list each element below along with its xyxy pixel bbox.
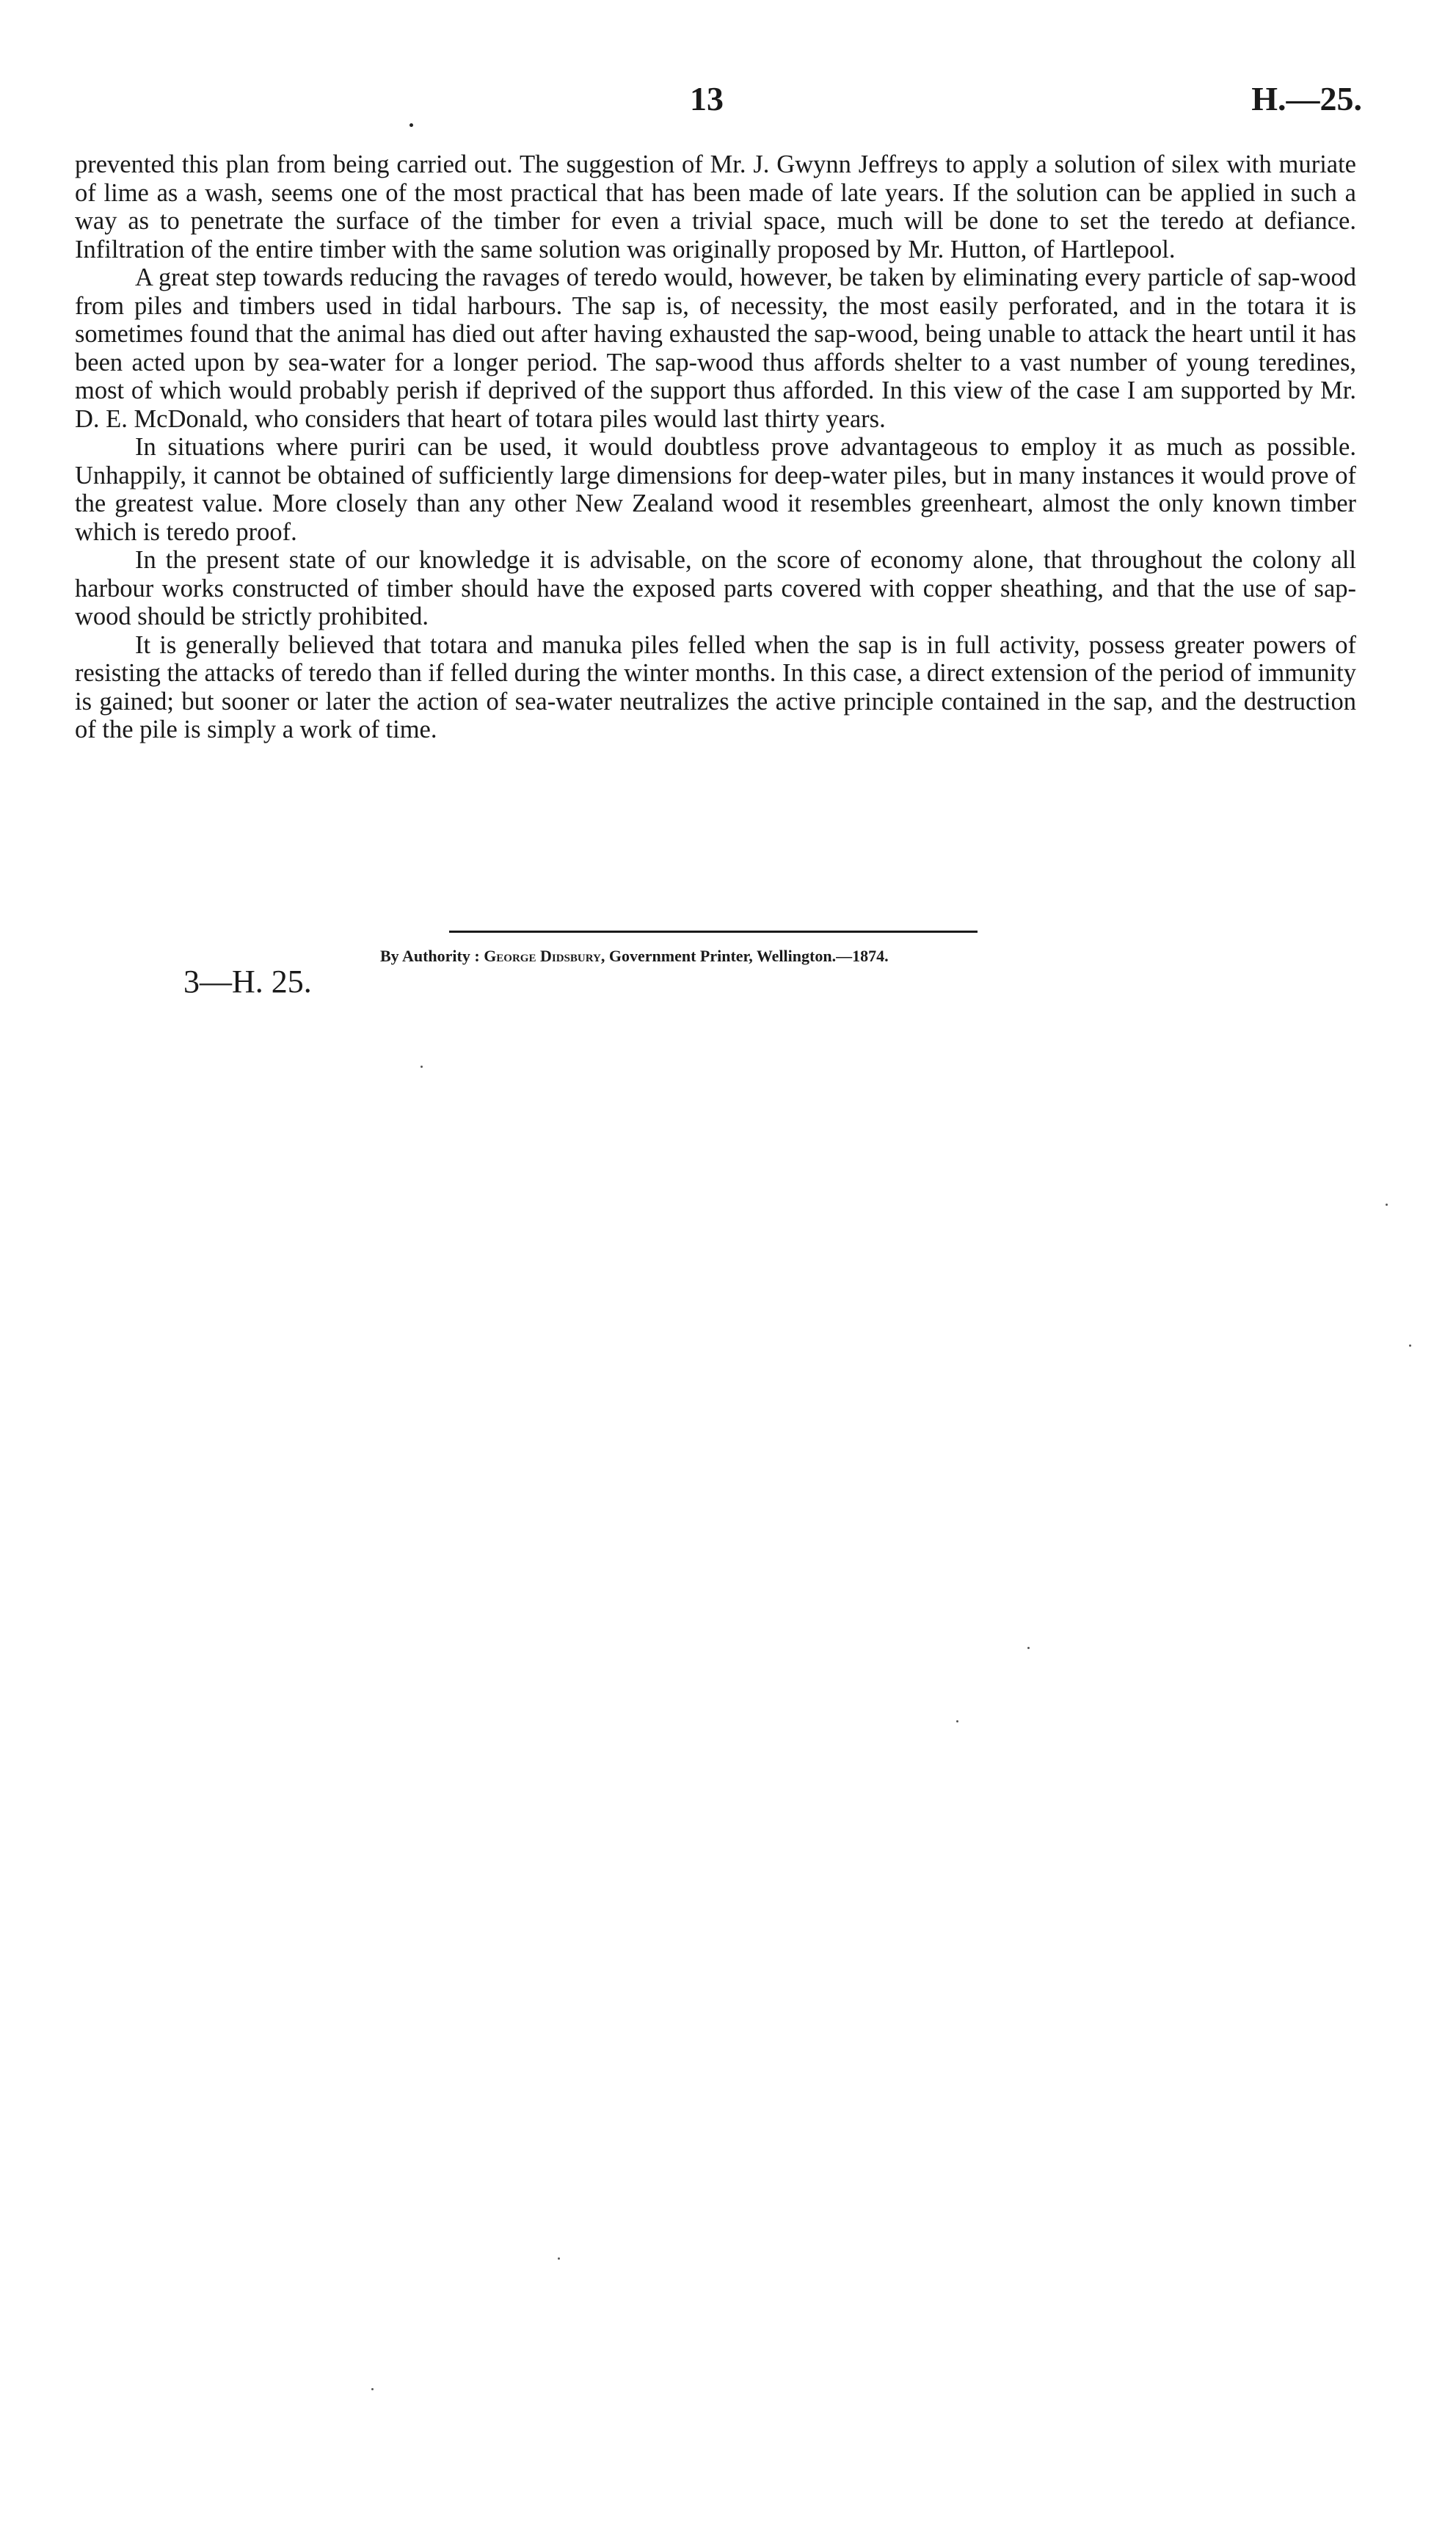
document-code: H.—25. [1251, 80, 1362, 117]
printer-imprint [380, 947, 889, 966]
scan-speck [956, 1720, 958, 1722]
body-text [75, 150, 1356, 744]
scan-speck [371, 2388, 374, 2390]
sheet-signature: 3—H. 25. [183, 964, 312, 1000]
imprint-prefix: By Authority : [380, 947, 484, 965]
footer-rule [449, 931, 978, 933]
paragraph-continuation: prevented this plan from being carried out. The suggestion of Mr. J. Gwynn Jeffreys to apply a solution of silex with muriate of lime as a wash, seems one of the most practical that has been made of late years. If the solution can be applied in such a way as to penetrate the surface of the timber for even a trivial space, much will be done to set the teredo at defiance. Infiltration of the entire timber with the same solution was originally proposed by Mr. Hutton, of Hartlepool. [75, 150, 1356, 263]
imprint-suffix: , Government Printer, Wellington.—1874. [600, 947, 889, 965]
paragraph-puriri: In situations where puriri can be used, it would doubtless prove advantageous to employ it as much as possible. Unhappily, it cannot be obtained of sufficiently large dimensions for deep-water piles, but in many instances it would prove of the greatest value. More closely than any other New Zealand wood it resembles greenheart, almost the only known timber which is teredo proof. [75, 433, 1356, 546]
paragraph-felling-season: It is generally believed that totara and manuka piles felled when the sap is in full activity, possess greater powers of resisting the attacks of teredo than if felled during the winter months. In this case, a direct extension of the period of immunity is gained; but sooner or later the action of sea-water neutralizes the active principle contained in the sap, and the destruction of the pile is simply a work of time. [75, 630, 1356, 743]
paragraph-copper-sheathing: In the present state of our knowledge it is advisable, on the score of economy alone, that throughout the colony all harbour works constructed of timber should have the exposed parts covered with copper sheathing, and that the use of sap-wood should be strictly prohibited. [75, 546, 1356, 630]
scan-speck [1027, 1647, 1030, 1649]
scan-speck [421, 1066, 423, 1068]
scan-speck [410, 123, 413, 127]
page-number: 13 [690, 80, 724, 117]
scan-speck [1409, 1344, 1411, 1347]
scan-speck [558, 2257, 560, 2260]
paragraph-sap-wood: A great step towards reducing the ravages of teredo would, however, be taken by eliminating every particle of sap-wood from piles and timbers used in tidal harbours. The sap is, of necessity, the most easily perforated, and in the totara it is sometimes found that the animal has died out after having exhausted the sap-wood, being unable to attack the heart until it has been acted upon by sea-water for a longer period. The sap-wood thus affords shelter to a vast number of young teredines, most of which would probably perish if deprived of the support thus afforded. In this view of the case I am supported by Mr. D. E. McDonald, who considers that heart of totara piles would last thirty years. [75, 263, 1356, 433]
scan-speck [1386, 1204, 1388, 1206]
imprint-printer-name: George Didsbury [484, 947, 601, 965]
